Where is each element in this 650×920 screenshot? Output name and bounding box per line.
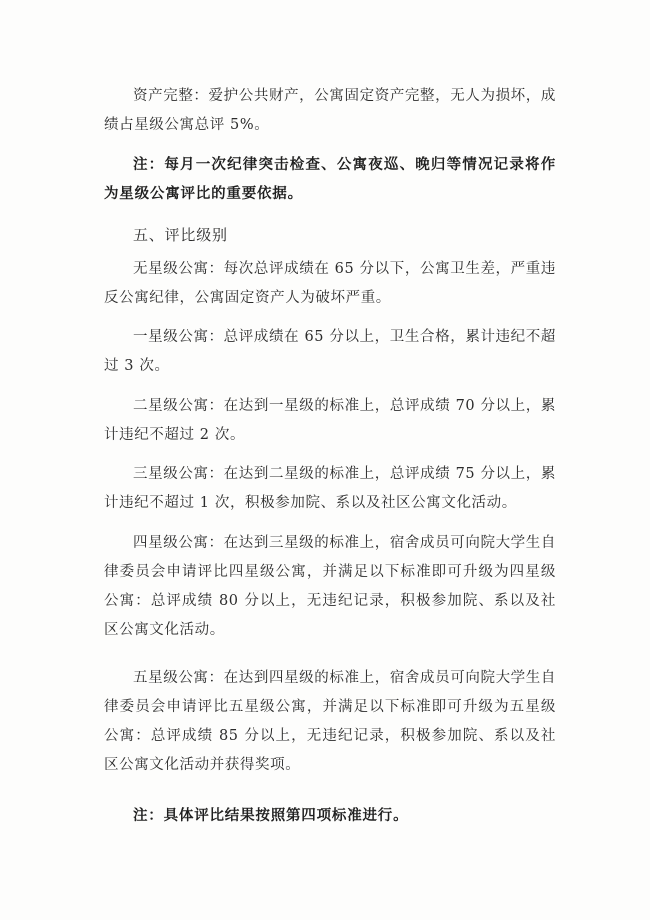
paragraph-two-star: 二星级公寓：在达到一星级的标准上，总评成绩 70 分以上，累计违纪不超过 2 次。 (104, 398, 556, 443)
section-heading-rating-levels: 五、评比级别 (133, 226, 228, 244)
paragraph-assets: 资产完整：爱护公共财产，公寓固定资产完整，无人为损坏，成绩占星级公寓总评 5%。 (104, 88, 556, 133)
note-discipline-check: 注：每月一次纪律突击检查、公寓夜巡、晚归等情况记录将作为星级公寓评比的重要依据。 (104, 157, 556, 202)
paragraph-one-star: 一星级公寓：总评成绩在 65 分以上，卫生合格，累计违纪不超过 3 次。 (104, 329, 556, 374)
paragraph-four-star: 四星级公寓：在达到三星级的标准上，宿舍成员可向院大学生自律委员会申请评比四星级公寓，并满足以下标准即可升级为四星级公寓：总评成绩 80 分以上，无违纪记录，积极参加院、系以及社区公寓文化活动。 (104, 535, 556, 638)
paragraph-five-star: 五星级公寓：在达到四星级的标准上，宿舍成员可向院大学生自律委员会申请评比五星级公寓，并满足以下标准即可升级为五星级公寓：总评成绩 85 分以上，无违纪记录，积极参加院、系以及社区公寓文化活动并获得奖项。 (104, 670, 556, 773)
paragraph-three-star: 三星级公寓：在达到二星级的标准上，总评成绩 75 分以上，累计违纪不超过 1 次，积极参加院、系以及社区公寓文化活动。 (104, 466, 556, 511)
paragraph-no-star: 无星级公寓：每次总评成绩在 65 分以下，公寓卫生差，严重违反公寓纪律，公寓固定资产人为破坏严重。 (104, 261, 556, 306)
note-final-evaluation: 注：具体评比结果按照第四项标准进行。 (133, 808, 409, 824)
